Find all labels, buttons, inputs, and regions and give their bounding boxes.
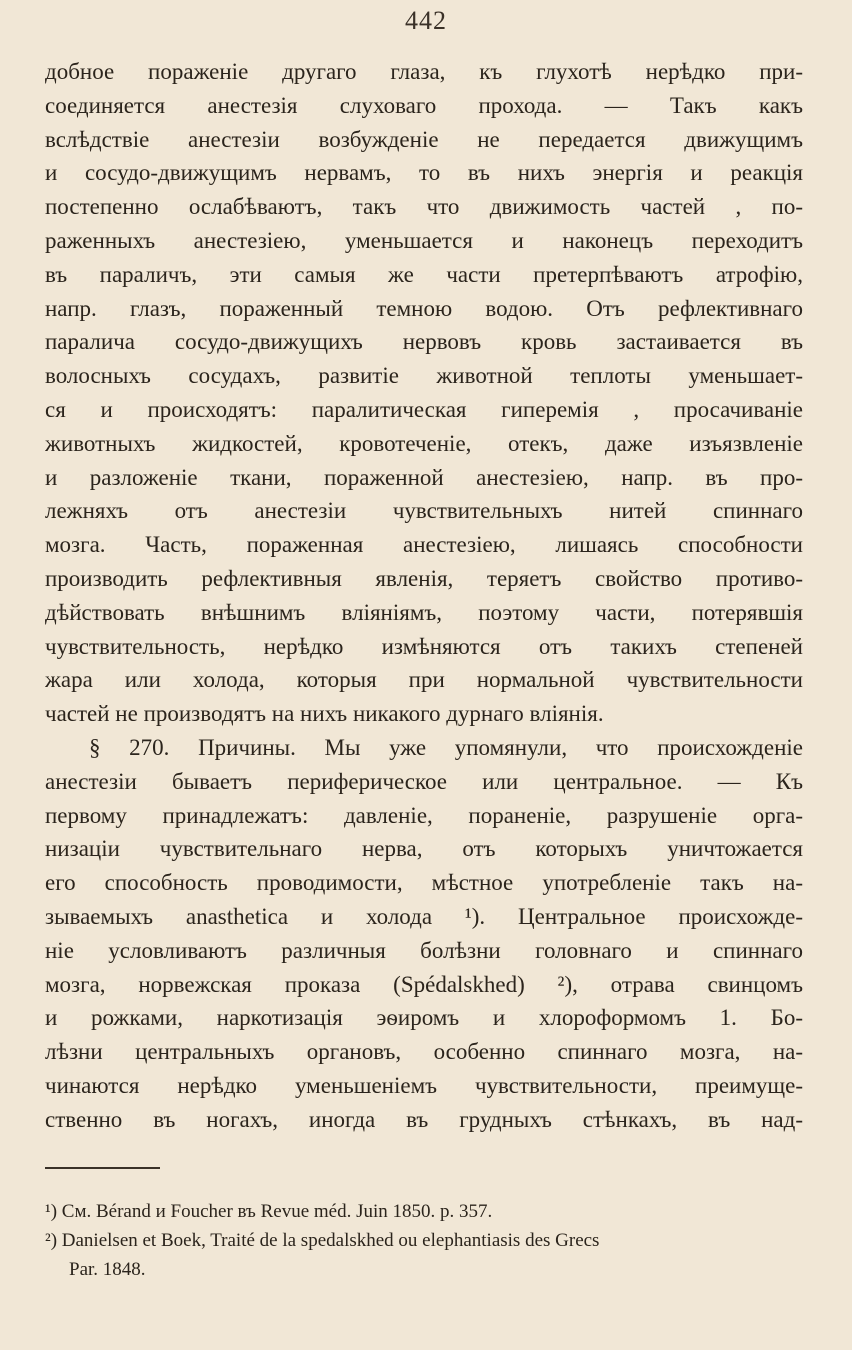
text-line: анестезіи бываетъ периферическое или центральное. — Къ: [45, 768, 803, 794]
body-text: [45, 55, 803, 1137]
footnote-2-continuation: Par. 1848.: [69, 1259, 146, 1280]
text-line: паралича сосудо-движущихъ нервовъ кровь застаивается въ: [45, 329, 803, 355]
text-line: производить рефлективныя явленія, теряетъ свойство противо-: [45, 565, 803, 591]
text-line: напр. глазъ, пораженный темною водою. Отъ рефлективнаго: [45, 295, 803, 321]
footnote-marker: ²): [45, 1230, 58, 1251]
text-line: чувствительность, нерѣдко измѣняются отъ такихъ степеней: [45, 633, 803, 659]
text-line: первому принадлежатъ: давленіе, пораненіе, разрушеніе орга-: [45, 802, 803, 828]
text-line: его способность проводимости, мѣстное употребленіе такъ на-: [45, 870, 803, 896]
text-line: соединяется анестезія слуховаго прохода. — Такъ какъ: [45, 92, 803, 118]
text-line: и разложеніе ткани, пораженной анестезіею, напр. въ про-: [45, 464, 803, 490]
text-line: лежняхъ отъ анестезіи чувствительныхъ нитей спиннаго: [45, 498, 803, 524]
text-line: мозга, норвежская проказа (Spédalskhed) ²), отрава свинцомъ: [45, 971, 803, 997]
text-line: дѣйствовать внѣшнимъ вліяніямъ, поэтому части, потерявшія: [45, 599, 803, 625]
footnote-2: [45, 1226, 795, 1255]
text-line: лѣзни центральныхъ органовъ, особенно спиннаго мозга, на-: [45, 1039, 803, 1065]
text-line: добное пораженіе другаго глаза, къ глухотѣ нерѣдко при-: [45, 59, 803, 84]
text-line: чинаются нерѣдко уменьшеніемъ чувствительности, преимуще-: [45, 1072, 803, 1098]
text-line: § 270. Причины. Мы уже упомянули, что происхожденіе: [89, 734, 803, 760]
footnote-text: Danielsen et Boek, Traité de la spedalskhed ou elephantiasis des Grecs: [61, 1230, 600, 1251]
footnotes: [45, 1197, 795, 1284]
text-line: ніе условливаютъ различныя болѣзни головнаго и спиннаго: [45, 937, 803, 963]
text-line: постепенно ослабѣваютъ, такъ что движимость частей , по-: [45, 194, 803, 220]
text-line: и рожками, наркотизація эѳиромъ и хлороформомъ 1. Бо-: [45, 1005, 803, 1031]
text-line: частей не производятъ на нихъ никакого дурнаго вліянія.: [45, 701, 604, 727]
text-line: раженныхъ анестезіею, уменьшается и наконецъ переходитъ: [45, 227, 803, 253]
text-line: низаціи чувствительнаго нерва, отъ которыхъ уничтожается: [45, 836, 803, 862]
text-line: ся и происходятъ: паралитическая гиперемія , просачиваніе: [45, 396, 803, 422]
footnote-separator: [45, 1167, 160, 1169]
text-line: мозга. Часть, пораженная анестезіею, лишаясь способности: [45, 532, 803, 558]
page-number: 442: [405, 6, 447, 35]
text-line: ственно въ ногахъ, иногда въ грудныхъ стѣнкахъ, въ над-: [45, 1106, 803, 1132]
footnote-1: [45, 1197, 795, 1226]
footnote-marker: ¹): [45, 1201, 58, 1222]
text-line: волосныхъ сосудахъ, развитіе животной теплоты уменьшает-: [45, 363, 803, 389]
footnote-text: См. Bérand и Foucher въ Revue méd. Juin 1850. p. 357.: [61, 1201, 493, 1222]
text-line: и сосудо-движущимъ нервамъ, то въ нихъ энергія и реакція: [45, 160, 803, 186]
text-line: жара или холода, которыя при нормальной чувствительности: [45, 667, 803, 693]
text-line: зываемыхъ anasthetica и холода ¹). Центральное происхожде-: [45, 903, 803, 929]
text-line: вслѣдствіе анестезіи возбужденіе не передается движущимъ: [45, 126, 803, 152]
text-line: животныхъ жидкостей, кровотеченіе, отекъ, даже изъязвленіе: [45, 430, 803, 456]
text-line: въ параличъ, эти самыя же части претерпѣваютъ атрофію,: [45, 261, 803, 287]
